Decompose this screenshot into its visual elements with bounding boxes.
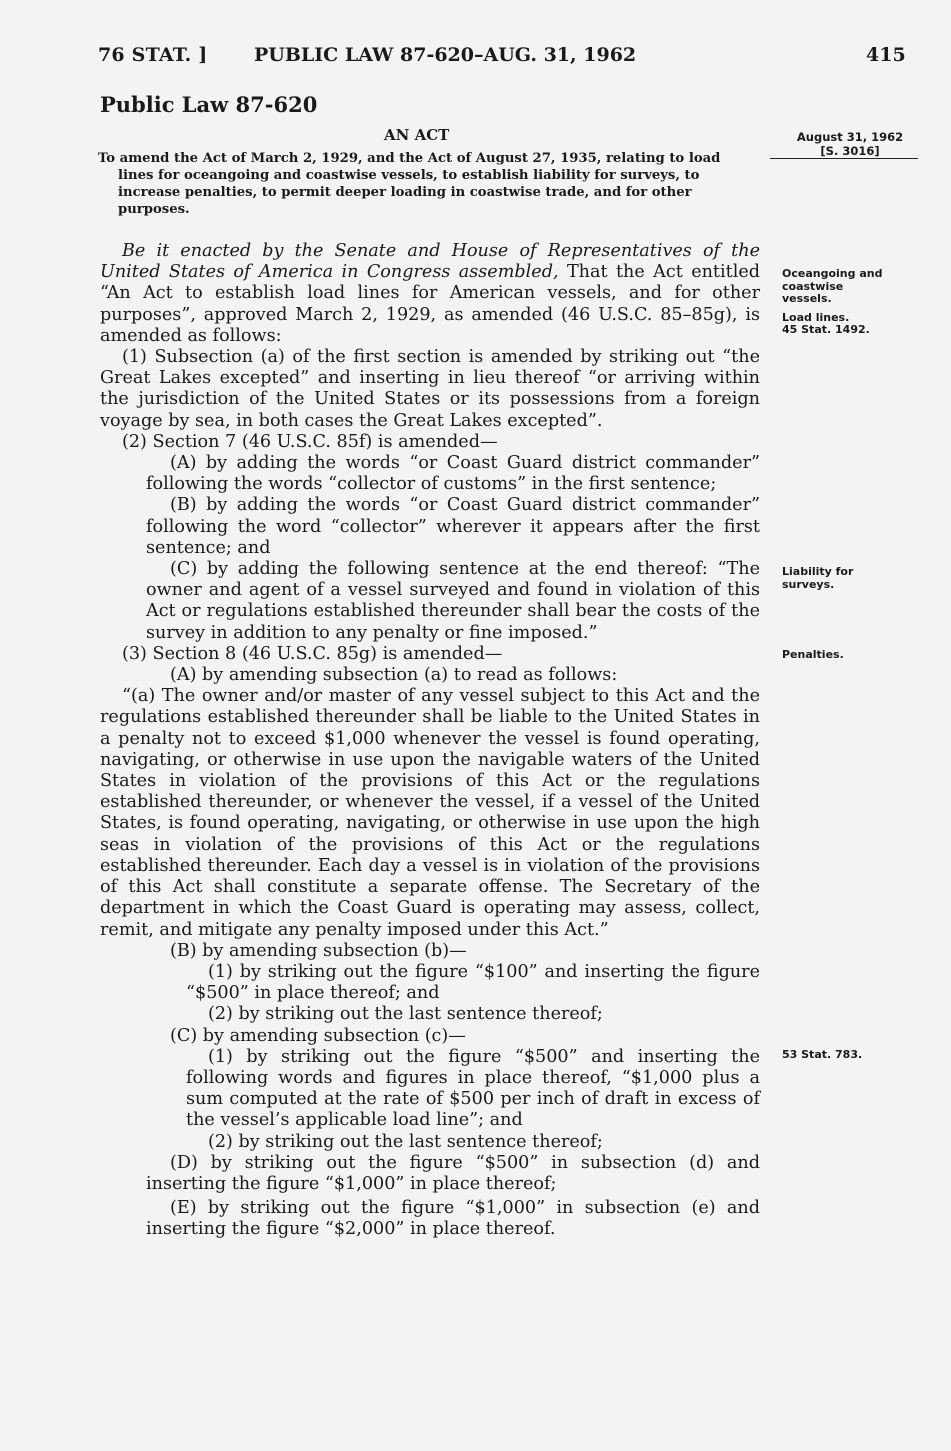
- paragraph-2c: (C) by adding the following sentence at the end thereof: “The owner and agent of a vessel surveyed and found in violation of this Act or regulations established thereunder shall bear the costs of the survey in addition to any penalty or fine imposed.”: [146, 559, 760, 643]
- running-title: PUBLIC LAW 87-620–AUG. 31, 1962: [254, 44, 637, 66]
- paragraph-3a-quote: “(a) The owner and/or master of any vessel subject to this Act and the regulations established thereunder shall be liable to the United States in a penalty not to exceed $1,000 whenever the vessel is found operating, navigating, or otherwise in use upon the navigable waters of the United States in violation of the provisions of this Act or the regulations established thereunder, or whenever the vessel, if a vessel of the United States, is found operating, navigating, or otherwise in use upon the high seas in violation of the provisions of this Act or the regulations established thereunder. Each day a vessel is in violation of the provisions of this Act shall constitute a separate offense. The Secretary of the department in which the Coast Guard is operating may assess, collect, remit, and mitigate any penalty imposed under this Act.”: [100, 686, 760, 940]
- page-number: 415: [866, 44, 906, 66]
- margin-note-stat-ref: 45 Stat. 1492.: [782, 323, 870, 336]
- margin-note-load-lines: Load lines.: [782, 310, 850, 324]
- paragraph-3e: (E) by striking out the figure “$1,000” in subsection (e) and inserting the figure “$2,000” in place thereof.: [146, 1198, 760, 1240]
- margin-date-block: [784, 130, 916, 158]
- paragraph-3b2: (2) by striking out the last sentence thereof;: [208, 1004, 603, 1025]
- enactment-date: August 31, 1962: [796, 130, 904, 144]
- law-number: Public Law 87-620: [100, 92, 318, 117]
- statute-body: [100, 241, 760, 1241]
- paragraph-2: (2) Section 7 (46 U.S.C. 85f) is amended—: [122, 431, 498, 452]
- paragraph-3d: (D) by striking out the figure “$500” in subsection (d) and inserting the figure “$1,000” in place thereof;: [146, 1152, 760, 1194]
- margin-note-vessels: [782, 268, 894, 337]
- paragraph-3b: (B) by amending subsection (b)—: [170, 940, 467, 961]
- enacting-clause: [100, 241, 760, 347]
- act-purpose: To amend the Act of March 2, 1929, and the Act of August 27, 1935, relating to load lines for oceangoing and coastwise vessels, to establish liability for surveys, to increase penalties, to permit deeper loading in coastwise trade, and for other purposes.: [98, 151, 721, 217]
- paragraph-3: (3) Section 8 (46 U.S.C. 85g) is amended—: [122, 643, 503, 664]
- volume-reference: 76 STAT. ]: [98, 44, 208, 66]
- paragraph-3c: (C) by amending subsection (c)—: [170, 1025, 466, 1046]
- paragraph-3c2: (2) by striking out the last sentence thereof;: [208, 1131, 603, 1152]
- paragraph-3a: (A) by amending subsection (a) to read as follows:: [170, 665, 618, 686]
- paragraph-1: (1) Subsection (a) of the first section is amended by striking out “the Great Lakes excepted” and inserting in lieu thereof “or arriving within the jurisdiction of the United States or its possessions from a foreign voyage by sea, in both cases the Great Lakes excepted”.: [100, 347, 760, 431]
- margin-note-penalties: Penalties.: [782, 648, 844, 661]
- bill-number: [S. 3016]: [820, 144, 880, 158]
- paragraph-3b1: (1) by striking out the figure “$100” and inserting the figure “$500” in place thereof; and: [186, 961, 760, 1004]
- an-act-heading: AN ACT: [384, 126, 450, 144]
- paragraph-2b: (B) by adding the words “or Coast Guard district commander” following the word “collector” wherever it appears after the first sentence; and: [146, 495, 760, 558]
- margin-note-stat-783: 53 Stat. 783.: [782, 1048, 863, 1061]
- margin-note-liability: Liability for surveys.: [782, 565, 854, 591]
- enacting-formula: Be it enacted by the Senate and House of Representatives of the United States of America in Congress assembled,: [100, 241, 760, 283]
- enacting-text: That the Act entitled “An Act to establish load lines for American vessels, and for other purposes”, approved March 2, 1929, as amended (46 U.S.C. 85–85g), is amended as follows:: [100, 262, 760, 346]
- margin-divider: [770, 158, 918, 159]
- paragraph-3c1: (1) by striking out the figure “$500” and inserting the following words and figures in place thereof, “$1,000 plus a sum computed at the rate of $500 per inch of draft in excess of the vessel’s applicable load line”; and: [186, 1046, 760, 1131]
- margin-note-vessels-title: Oceangoing and coastwise vessels.: [782, 267, 883, 305]
- paragraph-2a: (A) by adding the words “or Coast Guard district commander” following the words “collector of customs” in the first sentence;: [146, 453, 760, 495]
